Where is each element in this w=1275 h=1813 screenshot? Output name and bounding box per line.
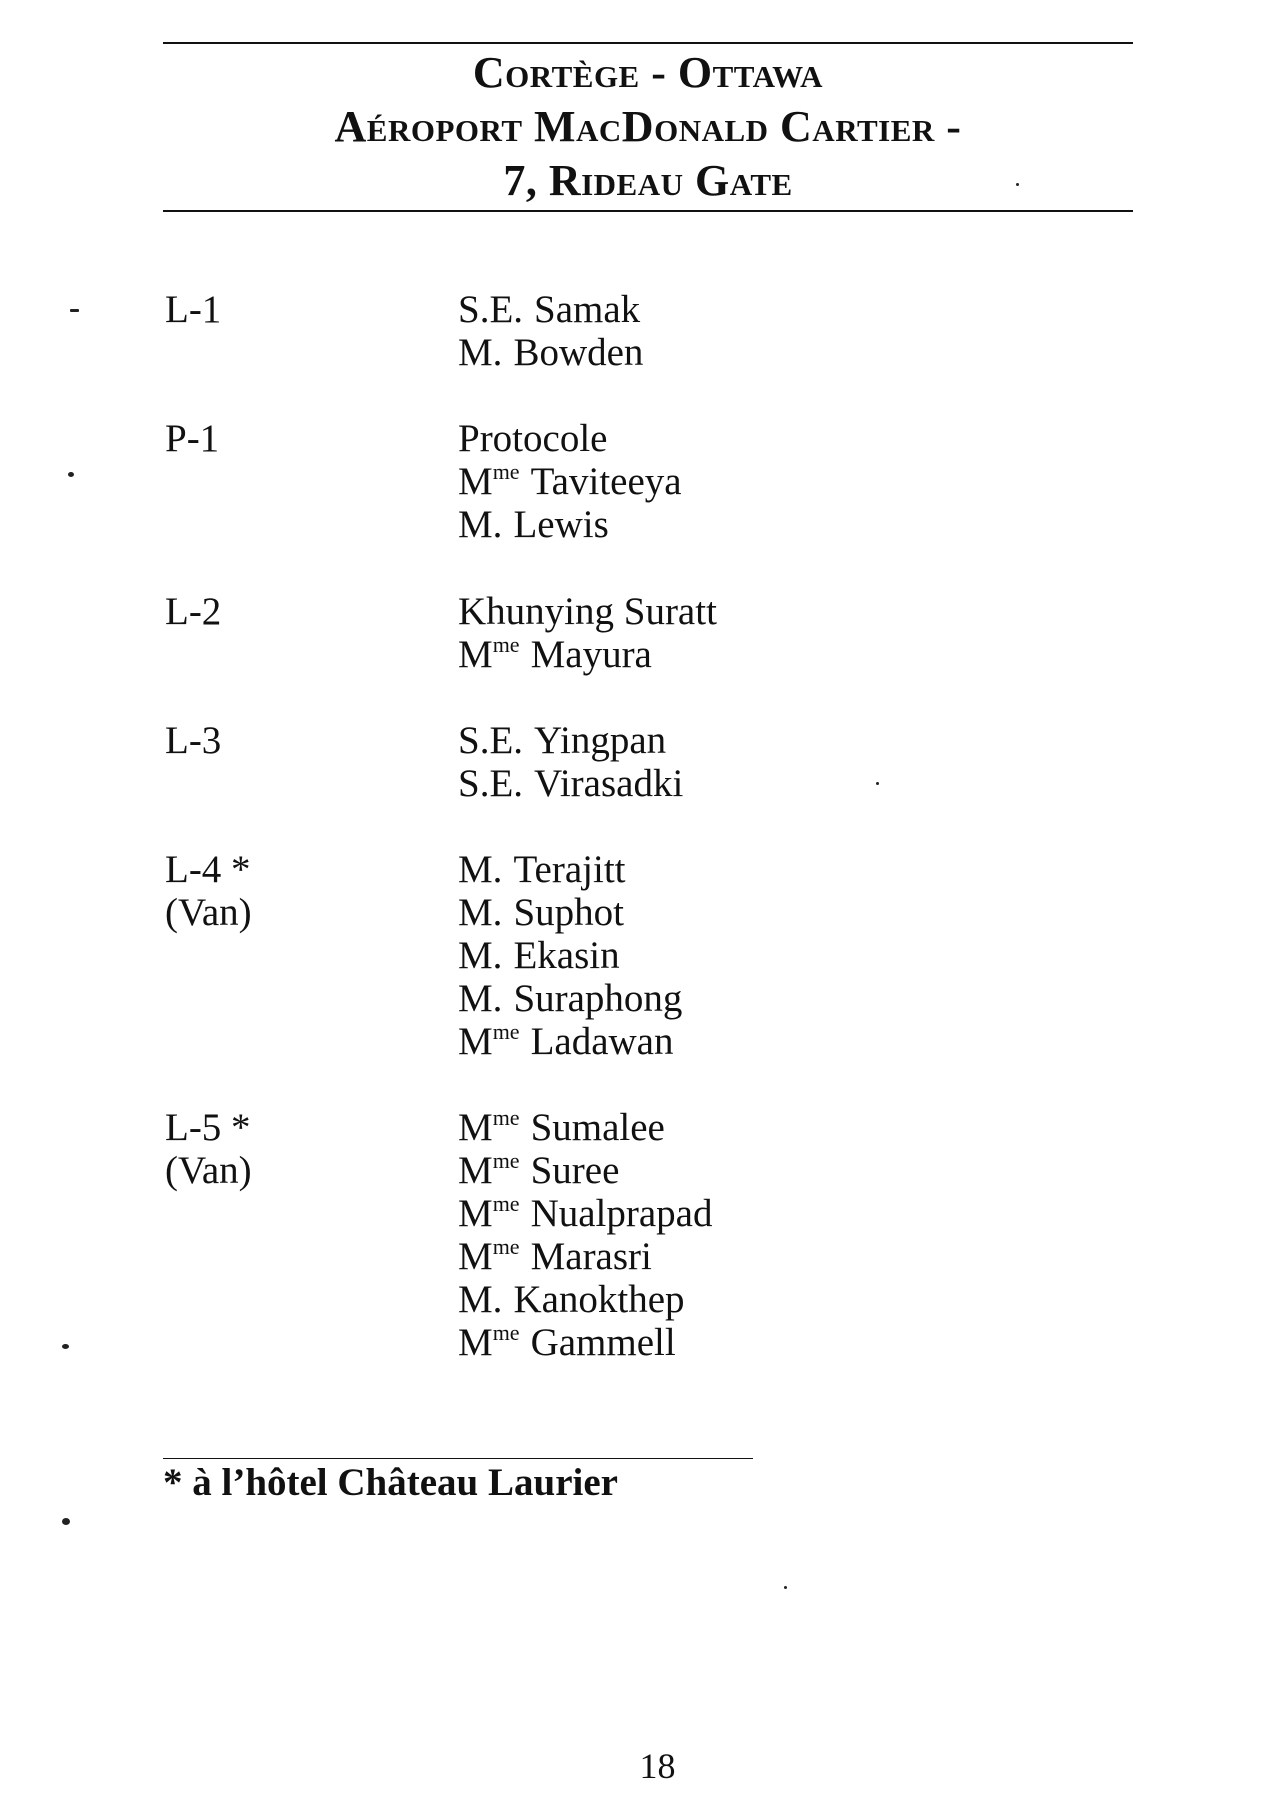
passenger-entry xyxy=(458,934,682,977)
passenger-name: Nualprapad xyxy=(530,1192,713,1235)
scan-speck xyxy=(876,782,879,785)
passenger-entry xyxy=(458,503,682,546)
header-line-2: Aéroport MacDonald Cartier - xyxy=(334,102,962,151)
passenger-name: Bowden xyxy=(513,331,644,374)
passenger-entry xyxy=(458,762,683,805)
car-label: L-4 * xyxy=(165,848,251,891)
scan-speck xyxy=(62,1518,70,1525)
passenger-title: $M^{me}$ xyxy=(458,632,520,676)
passenger-title: M. xyxy=(458,503,503,546)
passenger-name: Taviteeya xyxy=(530,460,682,503)
car-label: L-1 xyxy=(165,288,222,331)
scan-speck xyxy=(70,309,79,312)
car-label-column xyxy=(165,848,252,934)
vehicle-type: (Van) xyxy=(165,1149,252,1192)
passenger-name: Gammell xyxy=(530,1321,676,1364)
passenger-name: Suraphong xyxy=(513,977,683,1020)
scan-speck xyxy=(68,472,74,477)
passenger-entry xyxy=(458,331,643,374)
passenger-entry xyxy=(458,1149,713,1192)
header-line-1: Cortège - Ottawa xyxy=(472,48,824,97)
passenger-title: S.E. xyxy=(458,762,524,805)
car-label: L-3 xyxy=(165,719,222,762)
passenger-entry xyxy=(458,633,717,676)
passenger-name: Yingpan xyxy=(534,719,667,762)
passenger-entry xyxy=(458,590,717,633)
passenger-entry xyxy=(458,1192,713,1235)
passenger-title: M. xyxy=(458,977,503,1020)
passenger-name: Mayura xyxy=(530,633,652,676)
passenger-entry xyxy=(458,460,682,503)
passenger-title: $M^{me}$ xyxy=(458,1191,520,1235)
car-label-column xyxy=(165,417,219,460)
passenger-entry xyxy=(458,288,643,331)
car-label: P-1 xyxy=(165,417,220,460)
passenger-name: Suphot xyxy=(513,891,624,934)
page-number: 18 xyxy=(639,1746,676,1786)
passenger-title: M. xyxy=(458,891,503,934)
passenger-name: Suree xyxy=(530,1149,620,1192)
passenger-entry xyxy=(458,1106,713,1149)
passenger-entry xyxy=(458,417,682,460)
passenger-entry xyxy=(458,1321,713,1364)
car-label-column xyxy=(165,719,221,762)
passenger-name: Khunying Suratt xyxy=(458,590,717,633)
header-bottom-rule xyxy=(163,210,1133,212)
passenger-name: Samak xyxy=(534,288,641,331)
passenger-title: $M^{me}$ xyxy=(458,1320,520,1364)
page-header xyxy=(163,46,1133,208)
passenger-name: Sumalee xyxy=(530,1106,665,1149)
passenger-name: Ekasin xyxy=(513,934,620,977)
passenger-title: $M^{me}$ xyxy=(458,1019,520,1063)
passenger-name: Marasri xyxy=(530,1235,652,1278)
passenger-entry xyxy=(458,1020,682,1063)
car-label-column xyxy=(165,288,221,331)
passenger-name: Virasadki xyxy=(534,762,684,805)
car-label-column xyxy=(165,1106,252,1192)
passenger-title: M. xyxy=(458,934,503,977)
passenger-entry xyxy=(458,891,682,934)
passenger-title: $M^{me}$ xyxy=(458,1105,520,1149)
passenger-title: M. xyxy=(458,331,503,374)
passenger-entry xyxy=(458,1235,713,1278)
footnote-rule xyxy=(163,1458,753,1459)
passenger-name: Ladawan xyxy=(530,1020,674,1063)
passenger-list xyxy=(458,1106,713,1364)
passenger-title: M. xyxy=(458,848,503,891)
passenger-title: $M^{me}$ xyxy=(458,1234,520,1278)
passenger-title: S.E. xyxy=(458,719,524,762)
passenger-entry xyxy=(458,848,682,891)
passenger-title: S.E. xyxy=(458,288,524,331)
car-label: L-2 xyxy=(165,590,222,633)
passenger-entry xyxy=(458,1278,713,1321)
vehicle-type: (Van) xyxy=(165,891,252,934)
passenger-list xyxy=(458,417,682,546)
car-label-column xyxy=(165,590,221,633)
car-label: L-5 * xyxy=(165,1106,251,1149)
passenger-list xyxy=(458,848,682,1063)
passenger-entry xyxy=(458,719,683,762)
scan-speck xyxy=(62,1344,69,1349)
passenger-title: $M^{me}$ xyxy=(458,1148,520,1192)
passenger-list xyxy=(458,590,717,676)
passenger-entry xyxy=(458,977,682,1020)
passenger-list xyxy=(458,719,683,805)
passenger-list xyxy=(458,288,643,374)
passenger-name: Kanokthep xyxy=(513,1278,685,1321)
passenger-name: Terajitt xyxy=(513,848,626,891)
header-line-3: 7, Rideau Gate xyxy=(503,156,793,205)
header-top-rule xyxy=(163,42,1133,44)
scan-speck xyxy=(1016,183,1019,186)
passenger-name: Lewis xyxy=(513,503,609,546)
passenger-title: M. xyxy=(458,1278,503,1321)
passenger-title: $M^{me}$ xyxy=(458,459,520,503)
footnote: * à l’hôtel Château Laurier xyxy=(163,1461,618,1504)
passenger-name: Protocole xyxy=(458,417,608,460)
scan-speck xyxy=(784,1586,787,1589)
